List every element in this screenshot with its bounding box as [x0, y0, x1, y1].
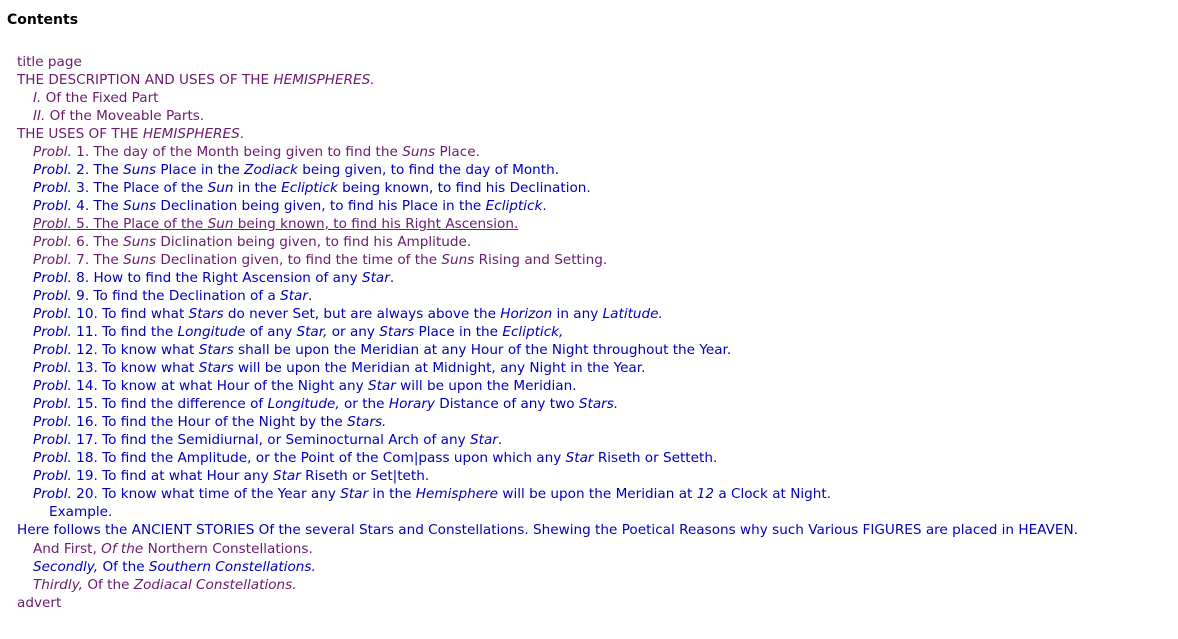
toc-link-text: The [89, 234, 124, 250]
toc-link-text: title page [17, 54, 82, 70]
toc-link-text: The Place of the [89, 216, 208, 232]
toc-link-text: THE DESCRIPTION AND USES OF THE [17, 72, 274, 88]
toc-link-text: Of the [83, 577, 134, 593]
toc-link[interactable] [33, 216, 518, 232]
toc-link-text: Place in the [156, 162, 245, 178]
toc-link-text: Suns [402, 144, 436, 160]
toc-link-text: 20. [71, 486, 98, 502]
toc-link-text: Probl. [33, 234, 72, 250]
toc-link-text: Of the [98, 559, 149, 575]
toc-link-text: a Clock at Night. [714, 486, 832, 502]
toc-link-text: being known, to find his Declination. [337, 180, 591, 196]
toc-link[interactable] [33, 198, 547, 214]
toc-link-text: 12 [696, 486, 714, 502]
toc-link-text: Probl. [33, 342, 72, 358]
toc-link-text: Suns [123, 252, 157, 268]
toc-entry [0, 341, 1178, 359]
toc-link[interactable] [33, 414, 386, 430]
toc-link-text: 3. [71, 180, 90, 196]
toc-link-text: Northern Constellations. [143, 541, 313, 557]
toc-entry [0, 161, 1178, 179]
toc-link[interactable] [33, 162, 559, 178]
toc-link-text: Probl. [33, 162, 72, 178]
toc-link-text: advert [17, 595, 62, 611]
toc-link-text: To find the Semidiurnal, or Seminocturnal Arch of any [97, 432, 470, 448]
toc-link-text: Diclination being given, to find his Amplitude. [156, 234, 472, 250]
toc-link-text: Here follows the ANCIENT STORIES Of the several Stars and Constellations. Shewing the Poetical Reasons why such Various FIGURES are placed in HEAVEN. [17, 522, 1078, 538]
toc-link-text: How to find the Right Ascension of any [89, 270, 362, 286]
toc-link-text: Stars. [347, 414, 387, 430]
toc-link-text: 14. [71, 378, 98, 394]
toc-link-text: 7. [71, 252, 90, 268]
toc-link[interactable] [17, 522, 1078, 538]
toc-link-text: being known, to find his Right Ascension. [233, 216, 519, 232]
toc-link-text: The [89, 198, 124, 214]
toc-entry [0, 576, 1178, 594]
toc-link-text: Riseth or Setteth. [593, 450, 718, 466]
toc-link-text: Probl. [33, 360, 72, 376]
toc-link-text: or any [327, 324, 380, 340]
toc-link-text: Of the Fixed Part [41, 90, 159, 106]
toc-entry [0, 431, 1178, 449]
toc-link-text: The [89, 162, 124, 178]
toc-link-text: HEMISPHERES [142, 126, 240, 142]
toc-link-text: To know what [97, 360, 199, 376]
toc-link-text: Star [340, 486, 369, 502]
toc-link-text: Probl. [33, 180, 72, 196]
toc-link-text: To find at what Hour any [97, 468, 273, 484]
toc-link[interactable] [33, 144, 480, 160]
toc-link-text: or the [339, 396, 389, 412]
toc-link-text: Hemisphere [415, 486, 499, 502]
toc-link-text: The day of the Month being given to find the [89, 144, 403, 160]
toc-link[interactable] [33, 360, 645, 376]
toc-link-text: The Place of the [89, 180, 208, 196]
toc-entry [0, 197, 1178, 215]
toc-entry [0, 485, 1178, 503]
toc-link-text: . [307, 288, 313, 304]
toc-link-text: being given, to find the day of Month. [297, 162, 560, 178]
toc-entry [0, 395, 1178, 413]
toc-entry [0, 71, 1178, 89]
toc-entry [0, 503, 1178, 521]
toc-link[interactable] [33, 108, 204, 124]
toc-link[interactable] [33, 234, 471, 250]
toc-link-text: Thirdly, [33, 577, 84, 593]
toc-link[interactable] [33, 306, 663, 322]
toc-link-text: 13. [71, 360, 98, 376]
toc-link-text: Longitude, [267, 396, 340, 412]
toc-link-text: Star [280, 288, 308, 304]
toc-link-text: Riseth or Set|teth. [300, 468, 430, 484]
toc-link-text: 18. [71, 450, 98, 466]
toc-link-text: Declination being given, to find his Place in the [156, 198, 486, 214]
toc-link-text: 2. [71, 162, 90, 178]
toc-entry [0, 467, 1178, 485]
toc-link-text: Of the Moveable Parts. [45, 108, 205, 124]
toc-link-text: 9. [71, 288, 90, 304]
toc-entry [0, 143, 1178, 161]
toc-link-text: To find the [97, 324, 178, 340]
toc-link-text: . [239, 126, 245, 142]
toc-link-text: And First, [33, 541, 102, 557]
toc-link-text: I. [33, 90, 42, 106]
toc-link-text: Suns [441, 252, 475, 268]
toc-link[interactable] [33, 288, 312, 304]
toc-link-text: Zodiacal Constellations. [133, 577, 297, 593]
toc-entry [0, 558, 1178, 576]
toc-entry [0, 269, 1178, 287]
toc-link-text: Secondly, [33, 559, 99, 575]
toc-entry [0, 233, 1178, 251]
toc-link-text: Star [469, 432, 498, 448]
toc-link[interactable] [33, 450, 717, 466]
toc-link-text: Star [367, 378, 396, 394]
toc-link-text: Of the [101, 541, 144, 557]
toc-link-text: Probl. [33, 396, 72, 412]
toc-link[interactable] [17, 595, 61, 611]
toc-link-text: Ecliptick [485, 198, 543, 214]
toc-link-text: 19. [71, 468, 98, 484]
toc-link-text: 16. [71, 414, 98, 430]
toc-link-text: Zodiack [244, 162, 298, 178]
toc-entry [0, 53, 1178, 71]
toc-link-text: Stars [379, 324, 415, 340]
toc-entry [0, 594, 1178, 612]
toc-link[interactable] [17, 126, 244, 142]
toc-link-text: in the [368, 486, 416, 502]
toc-link-text: The [89, 252, 124, 268]
toc-link-text: Suns [123, 162, 157, 178]
toc-entry [0, 107, 1178, 125]
toc-entry [0, 540, 1178, 558]
toc-link[interactable] [33, 342, 731, 358]
toc-link-text: II. [33, 108, 46, 124]
toc-link-text: Probl. [33, 144, 72, 160]
toc-link-text: Probl. [33, 252, 72, 268]
toc-entry [0, 287, 1178, 305]
toc-link-text: Star [272, 468, 301, 484]
toc-link-text: will be upon the Meridian at [498, 486, 697, 502]
toc-link-text: . [497, 432, 503, 448]
toc-link[interactable] [33, 432, 502, 448]
toc-link-text: Southern Constellations. [148, 559, 316, 575]
toc-link[interactable] [33, 468, 429, 484]
toc-link-text: Ecliptick [281, 180, 338, 196]
toc-link-text: 8. [71, 270, 90, 286]
toc-link-text: Horary [388, 396, 435, 412]
toc-link[interactable] [33, 559, 316, 575]
toc-link[interactable] [17, 54, 82, 70]
toc-link-text: Latitude. [602, 306, 663, 322]
toc-link[interactable] [33, 270, 394, 286]
toc-link-text: Star [361, 270, 390, 286]
toc-link[interactable] [33, 541, 313, 557]
toc-link-text: Longitude [177, 324, 246, 340]
toc-entry [0, 215, 1178, 233]
toc-link-text: . [389, 270, 395, 286]
toc-link-text: 12. [71, 342, 98, 358]
toc-link-text: Suns [123, 234, 157, 250]
toc-link-text: Probl. [33, 432, 72, 448]
toc-link[interactable] [33, 396, 618, 412]
toc-link-text: Probl. [33, 378, 72, 394]
toc-entry [0, 449, 1178, 467]
toc-link-text: Distance of any two [434, 396, 579, 412]
toc-entry [0, 413, 1178, 431]
toc-link-text: 1. [71, 144, 90, 160]
toc-entry [0, 323, 1178, 341]
toc-link-text: Probl. [33, 414, 72, 430]
toc-link-text: Declination given, to find the time of the [156, 252, 442, 268]
toc-link-text: Sun [207, 216, 234, 232]
toc-entry [0, 377, 1178, 395]
toc-link-text: Stars. [578, 396, 619, 412]
toc-link-text: do never Set, but are always above the [223, 306, 501, 322]
toc-link-text: Place. [435, 144, 480, 160]
toc-link-text: To know at what Hour of the Night any [97, 378, 368, 394]
toc-link-text: Probl. [33, 468, 72, 484]
toc-entry [0, 359, 1178, 377]
toc-link-text: will be upon the Meridian. [395, 378, 577, 394]
toc-link-text: Stars [198, 342, 234, 358]
toc-link-text: To find the Amplitude, or the Point of the Com|pass upon which any [97, 450, 566, 466]
toc-entry [0, 521, 1178, 540]
toc-link-text: in the [233, 180, 282, 196]
toc-link-text: Stars [188, 306, 224, 322]
toc-entry [0, 251, 1178, 269]
toc-link-text: 10. [71, 306, 98, 322]
toc-link[interactable] [33, 324, 563, 340]
toc-link[interactable] [33, 378, 577, 394]
toc-link-text: Stars [198, 360, 234, 376]
toc-link[interactable] [17, 72, 375, 88]
toc-link-text: of any [245, 324, 297, 340]
toc-link-text: 11. [71, 324, 98, 340]
toc-link-text: Probl. [33, 288, 72, 304]
toc-link-text: To know what [97, 342, 199, 358]
toc-link-text: Suns [123, 198, 157, 214]
toc-link[interactable] [33, 486, 831, 502]
toc-link-text: will be upon the Meridian at Midnight, any Night in the Year. [233, 360, 646, 376]
toc-link-text: Place in the [414, 324, 503, 340]
toc-link-text: 6. [71, 234, 90, 250]
toc-link-text: To find the Declination of a [89, 288, 281, 304]
toc-link-text: Probl. [33, 450, 72, 466]
table-of-contents [0, 53, 1178, 612]
toc-entry [0, 305, 1178, 323]
toc-link-text: 5. [71, 216, 90, 232]
toc-link-text: Star, [296, 324, 328, 340]
toc-link[interactable] [33, 180, 591, 196]
toc-link-text: . [542, 198, 547, 214]
toc-link-text: 4. [71, 198, 90, 214]
toc-link[interactable] [33, 90, 158, 106]
toc-link-text: Probl. [33, 216, 72, 232]
toc-entry [0, 125, 1178, 143]
toc-link[interactable] [33, 252, 607, 268]
toc-link-text: 17. [71, 432, 98, 448]
toc-link-text: To find the difference of [97, 396, 268, 412]
toc-link-text: Horizon [500, 306, 553, 322]
toc-entry [0, 179, 1178, 197]
toc-link-text: To know what time of the Year any [97, 486, 341, 502]
toc-link-text: To find what [97, 306, 189, 322]
toc-link-text: To find the Hour of the Night by the [97, 414, 348, 430]
toc-link-text: Probl. [33, 306, 72, 322]
toc-link-text: Probl. [33, 324, 72, 340]
toc-link-text: Ecliptick, [502, 324, 564, 340]
toc-link-text: THE USES OF THE [17, 126, 143, 142]
toc-link-text: Probl. [33, 486, 72, 502]
toc-link-text: shall be upon the Meridian at any Hour of the Night throughout the Year. [233, 342, 732, 358]
toc-link-text: Sun [207, 180, 234, 196]
toc-link-text: Probl. [33, 270, 72, 286]
toc-link[interactable] [49, 504, 112, 520]
toc-link-text: Star [565, 450, 594, 466]
toc-link-text: Rising and Setting. [474, 252, 608, 268]
toc-link-text: in any [552, 306, 603, 322]
page-title: Contents [7, 12, 79, 28]
toc-link-text: Probl. [33, 198, 72, 214]
toc-link-text: Example. [49, 504, 113, 520]
toc-link-text: 15. [71, 396, 98, 412]
toc-link-text: HEMISPHERES. [273, 72, 375, 88]
toc-entry [0, 89, 1178, 107]
toc-link[interactable] [33, 577, 297, 593]
